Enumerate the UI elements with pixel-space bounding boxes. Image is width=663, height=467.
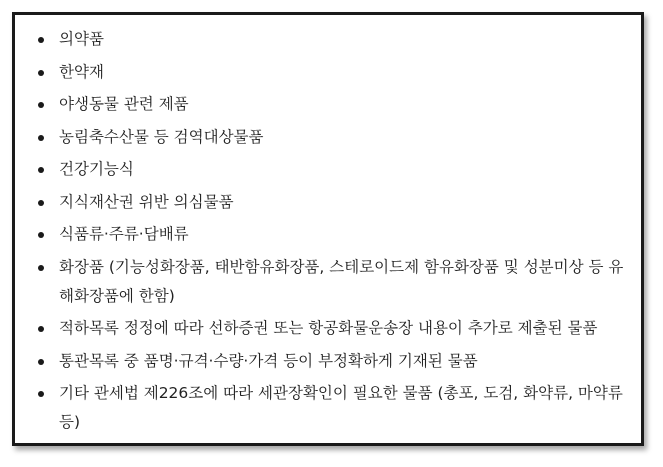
list-item: 농림축수산물 등 검역대상물품: [15, 123, 641, 152]
list-item: 한약재: [15, 58, 641, 87]
item-list: [15, 15, 641, 437]
list-item: 통관목록 중 품명·규격·수량·가격 등이 부정확하게 기재된 물품: [15, 347, 641, 376]
content-box: [12, 12, 644, 446]
list-item: 지식재산권 위반 의심물품: [15, 188, 641, 217]
list-item: 건강기능식: [15, 155, 641, 184]
list-item: 적하목록 정정에 따라 선하증권 또는 항공화물운송장 내용이 추가로 제출된 물품: [15, 314, 641, 343]
list-item: 기타 관세법 제226조에 따라 세관장확인이 필요한 물품 (총포, 도검, 화약류, 마약류 등): [15, 379, 641, 437]
list-item: 식품류·주류·담배류: [15, 220, 641, 249]
list-item: 화장품 (기능성화장품, 태반함유화장품, 스테로이드제 함유화장품 및 성분미상 등 유해화장품에 한함): [15, 253, 641, 311]
list-item: 의약품: [15, 25, 641, 54]
list-item: 야생동물 관련 제품: [15, 90, 641, 119]
